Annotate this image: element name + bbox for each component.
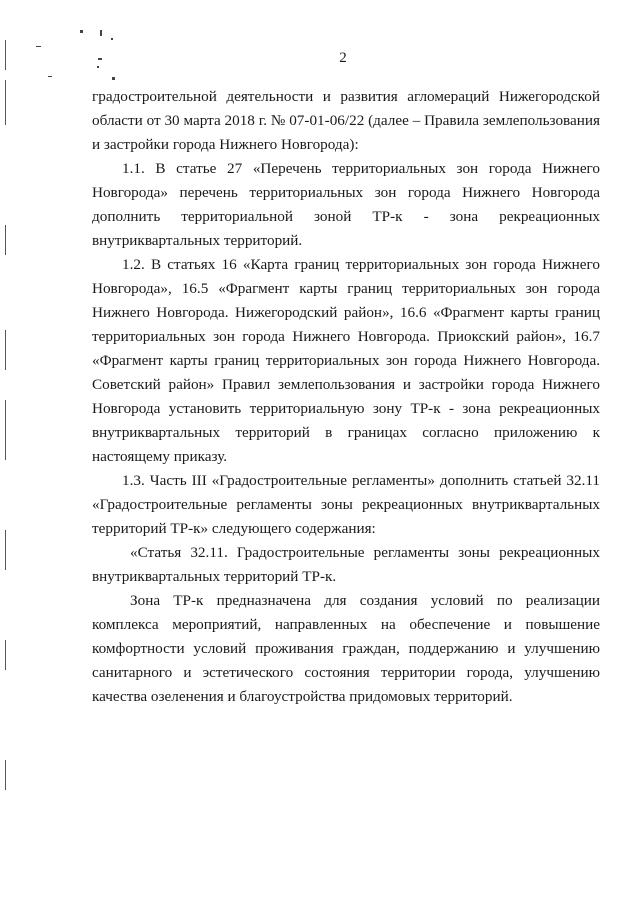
scan-dot [36,46,41,47]
scan-edge-line [5,80,6,125]
scan-dot [80,30,83,33]
paragraph-article-title: «Статья 32.11. Градостроительные регламенты зоны рекреационных внутриквартальных территорий ТР-к. [92,544,600,585]
scan-dot [48,76,52,77]
document-body [92,85,600,709]
scan-edge-line [5,530,6,570]
scan-edge-line [5,760,6,790]
scan-dot [111,38,113,40]
paragraph-1-1: 1.1. В статье 27 «Перечень территориальных зон города Нижнего Новгорода» перечень территориальных зон города Нижнего Новгорода дополнить территориальной зоной ТР-к - зона рекреационных внутриквартальных территорий. [92,160,600,249]
scan-edge-line [5,330,6,370]
paragraph-continuation: градостроительной деятельности и развития агломераций Нижегородской области от 30 марта 2018 г. № 07-01-06/22 (далее – Правила землепользования и застройки города Нижнего Новгорода): [92,88,600,153]
scan-edge-line [5,225,6,255]
paragraph-1-2: 1.2. В статьях 16 «Карта границ территориальных зон города Нижнего Новгорода», 16.5 «Фрагмент карты границ территориальных зон города Нижнего Новгорода. Нижегородский район», 16.6 «Фрагмент карты границ территориальных зон города Нижнего Новгорода. Приокский район», 16.7 «Фрагмент карты границ территориальных зон города Нижнего Новгорода. Советский район» Правил землепользования и застройки города Нижнего Новгорода установить территориальную зону ТР-к - зона рекреационных внутриквартальных территорий в границах согласно приложению к настоящему приказу. [92,256,600,465]
scan-edge-line [5,640,6,670]
scan-dot [112,77,115,80]
paragraph-zone-description: Зона ТР-к предназначена для создания условий по реализации комплекса мероприятий, направленных на обеспечение и повышение комфортности условий проживания граждан, поддержанию и улучшению санитарного и эстетического состояния территории города, улучшению качества озеленения и благоустройства придомовых территорий. [92,592,600,705]
page-number: 2 [339,50,347,66]
scan-dot [100,30,102,36]
paragraph-1-3: 1.3. Часть III «Градостроительные регламенты» дополнить статьей 32.11 «Градостроительные регламенты зоны рекреационных внутриквартальных территорий ТР-к» следующего содержания: [92,472,600,537]
scan-edge-line [5,400,6,460]
